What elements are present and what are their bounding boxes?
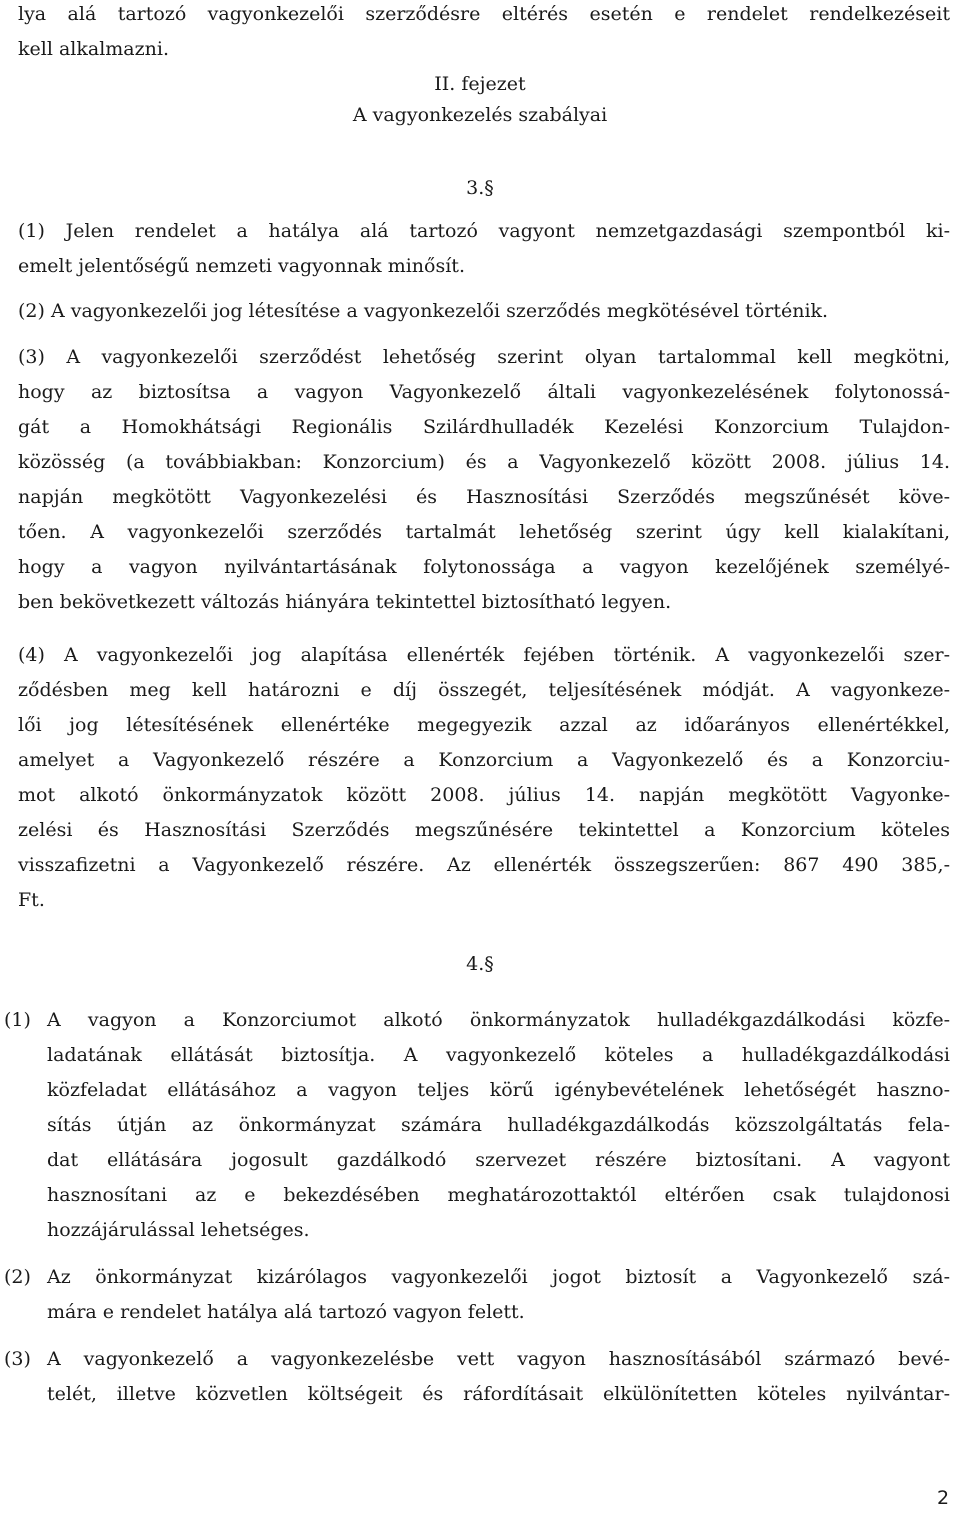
paragraph-line: mára e rendelet hatálya alá tartozó vagyon felett. [47,1301,525,1323]
paragraph-line: visszafizetni a Vagyonkezelő részére. Az ellenérték összegszerűen: 867 490 385,- [18,854,950,876]
paragraph-line: hogy a vagyon nyilvántartásának folytonossága a vagyon kezelőjének személyé- [18,556,950,578]
paragraph-line: (1) Jelen rendelet a hatálya alá tartozó vagyont nemzetgazdasági szempontból ki- [18,220,950,242]
paragraph-line: napján megkötött Vagyonkezelési és Hasznosítási Szerződés megszűnését köve- [18,486,950,508]
chapter-number: II. fejezet [434,73,526,95]
paragraph-line: hozzájárulással lehetséges. [47,1219,310,1241]
paragraph-line: ződésben meg kell határozni e díj összegét, teljesítésének módját. A vagyonkeze- [18,679,950,701]
section-heading: 3.§ [466,177,494,199]
paragraph-line: hogy az biztosítsa a vagyon Vagyonkezelő általi vagyonkezelésének folytonossá- [18,381,950,403]
chapter-title: A vagyonkezelés szabályai [352,104,608,126]
paragraph-line: Az önkormányzat kizárólagos vagyonkezelői jogot biztosít a Vagyonkezelő szá- [47,1266,950,1288]
paragraph-line: zelési és Hasznosítási Szerződés megszűnésére tekintettel a Konzorcium köteles [18,819,950,841]
paragraph-line: mot alkotó önkormányzatok között 2008. július 14. napján megkötött Vagyonke- [18,784,950,806]
paragraph-line: dat ellátására jogosult gazdálkodó szervezet részére biztosítani. A vagyont [47,1149,950,1171]
paragraph-line: gát a Homokhátsági Regionális Szilárdhulladék Kezelési Konzorcium Tulajdon- [18,416,950,438]
paragraph-line: ladatának ellátását biztosítja. A vagyonkezelő köteles a hulladékgazdálkodási [47,1044,950,1066]
paragraph-line: tően. A vagyonkezelői szerződés tartalmát lehetőség szerint úgy kell kialakítani, [18,521,950,543]
paragraph-line: Ft. [18,889,45,911]
section-heading: 4.§ [466,953,494,975]
paragraph-line: emelt jelentőségű nemzeti vagyonnak minősít. [18,255,465,277]
paragraph-line: A vagyon a Konzorciumot alkotó önkormányzatok hulladékgazdálkodási közfe- [47,1009,950,1031]
paragraph-line: (3) A vagyonkezelői szerződést lehetőség szerint olyan tartalommal kell megkötni, [18,346,950,368]
paragraph-line: lői jog létesítésének ellenértéke megegyezik azzal az időarányos ellenértékkel, [18,714,950,736]
paragraph-line: közösség (a továbbiakban: Konzorcium) és a Vagyonkezelő között 2008. július 14. [18,451,950,473]
paragraph-line: ben bekövetkezett változás hiányára tekintettel biztosítható legyen. [18,591,672,613]
paragraph-label: (1) [4,1009,31,1031]
paragraph-line: amelyet a Vagyonkezelő részére a Konzorcium a Vagyonkezelő és a Konzorciu- [18,749,950,771]
paragraph-label: (3) [4,1348,31,1370]
paragraph-line: hasznosítani az e bekezdésében meghatározottaktól eltérően csak tulajdonosi [47,1184,950,1206]
intro-line: kell alkalmazni. [18,38,169,60]
paragraph-line: A vagyonkezelő a vagyonkezelésbe vett vagyon hasznosításából származó bevé- [47,1348,950,1370]
paragraph-line: sítás útján az önkormányzat számára hulladékgazdálkodás közszolgáltatás fela- [47,1114,950,1136]
paragraph-line: közfeladat ellátásához a vagyon teljes körű igénybevételének lehetőségét haszno- [47,1079,950,1101]
intro-line: lya alá tartozó vagyonkezelői szerződésre eltérés esetén e rendelet rendelkezéseit [18,3,950,25]
page-number: 2 [937,1487,950,1509]
paragraph-line: (2) A vagyonkezelői jog létesítése a vagyonkezelői szerződés megkötésével történik. [18,300,829,322]
paragraph-label: (2) [4,1266,31,1288]
paragraph-line: telét, illetve közvetlen költségeit és ráfordításait elkülönítetten köteles nyilvántar- [47,1383,950,1405]
paragraph-line: (4) A vagyonkezelői jog alapítása ellenérték fejében történik. A vagyonkezelői szer- [18,644,950,666]
